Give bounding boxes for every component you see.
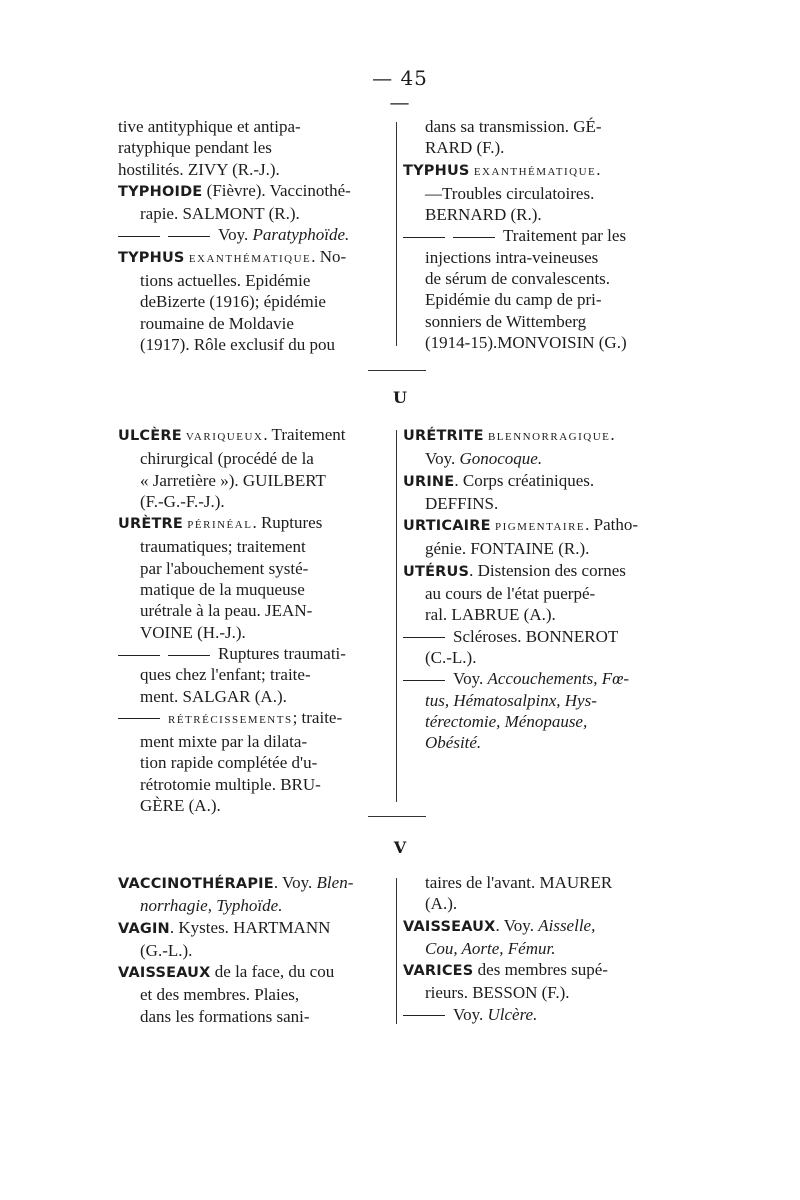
text-line xyxy=(118,334,388,355)
entry-text: . No- xyxy=(311,246,347,266)
text-line xyxy=(403,560,673,583)
text-line xyxy=(403,626,673,647)
entry-text: de sérum de convalescents. xyxy=(425,269,611,289)
text-line xyxy=(403,470,673,493)
repeat-dash xyxy=(453,237,495,238)
entry-text: GÈRE (A.). xyxy=(140,796,221,816)
entry-text: . Traitement xyxy=(263,425,346,444)
repeat-dash xyxy=(403,1015,445,1016)
text-line xyxy=(403,893,673,914)
text-line xyxy=(118,774,388,795)
entry-text: . xyxy=(610,425,615,444)
text-line xyxy=(118,622,388,643)
entry-text: Gonocoque. xyxy=(459,449,543,469)
entry-heading: URÈTRE xyxy=(118,516,184,533)
text-line xyxy=(118,940,388,961)
text-line xyxy=(403,268,673,289)
text-line xyxy=(118,664,388,685)
entry-text: norrhagie, Typhoïde. xyxy=(140,896,283,916)
text-line xyxy=(403,332,673,353)
text-line xyxy=(118,224,388,245)
repeat-dash xyxy=(403,637,445,638)
entry-text: Aisselle, xyxy=(538,915,596,935)
entry-text: au cours de l'état puerpé- xyxy=(425,584,596,604)
entry-heading: URÉTRITE xyxy=(403,428,484,444)
entry-heading: ULCÈRE xyxy=(118,428,182,444)
text-line xyxy=(403,183,673,204)
entry-text: matique de la muqueuse xyxy=(140,580,305,600)
text-line xyxy=(118,917,388,940)
repeat-dash xyxy=(118,236,160,237)
text-line xyxy=(118,313,388,334)
entry-text: taires de l'avant. MAURER xyxy=(425,873,613,892)
text-line xyxy=(118,536,388,557)
text-line xyxy=(403,116,673,137)
entry-text: tive antityphique et antipa- xyxy=(118,117,301,136)
entry-text: . Voy. xyxy=(495,915,539,935)
text-line xyxy=(118,643,388,664)
section-rule xyxy=(368,370,426,371)
entry-text: par l'abouchement systé- xyxy=(140,558,309,578)
text-line xyxy=(403,514,673,538)
entry-text: BERNARD (R.). xyxy=(425,205,542,225)
entry-text: Voy. xyxy=(425,449,460,469)
text-line xyxy=(403,982,673,1003)
repeat-dash xyxy=(403,680,445,681)
section-letter-u: U xyxy=(393,388,407,407)
text-line xyxy=(118,579,388,600)
column-divider xyxy=(396,430,397,802)
text-line xyxy=(118,731,388,752)
entry-text: dans les formations sani- xyxy=(140,1006,310,1026)
entry-text: . Patho- xyxy=(585,515,639,535)
entry-text: hostilités. ZIVY (R.-J.). xyxy=(118,159,280,179)
entry-heading: VAISSEAUX xyxy=(403,918,496,935)
text-line xyxy=(118,159,388,180)
text-line xyxy=(403,247,673,268)
entry-text: Ulcère. xyxy=(487,1004,538,1024)
repeat-dash xyxy=(168,236,210,237)
entry-text: PÉRINÉAL xyxy=(183,519,253,532)
entry-text: traumatiques; traitement xyxy=(140,537,306,557)
entry-text: tus, Hématosalpinx, Hys- xyxy=(425,690,597,710)
text-line xyxy=(118,600,388,621)
text-line xyxy=(118,137,388,158)
entry-text: ral. LABRUE (A.). xyxy=(425,605,556,625)
entry-text: Paratyphoïde. xyxy=(252,225,350,245)
entry-text: (1917). Rôle exclusif du pou xyxy=(140,334,335,354)
entry-heading: VARICES xyxy=(403,963,474,980)
repeat-dash xyxy=(403,237,445,238)
entry-text: roumaine de Moldavie xyxy=(140,313,294,333)
text-line xyxy=(403,538,673,559)
entry-text: . Kystes. HARTMANN xyxy=(169,917,331,937)
entry-text: ment mixte par la dilata- xyxy=(140,732,308,752)
left-column xyxy=(118,116,388,355)
text-line xyxy=(118,895,388,916)
text-line xyxy=(118,795,388,816)
repeat-dash xyxy=(168,655,210,656)
text-line xyxy=(118,872,388,895)
entry-text: Obésité. xyxy=(425,733,482,753)
text-line xyxy=(118,116,388,137)
entry-text: BLENNORRAGIQUE xyxy=(483,431,611,443)
entry-text: —Troubles circulatoires. xyxy=(425,183,595,203)
entry-text: . Voy. xyxy=(273,873,317,892)
entry-text: dans sa transmission. GÉ- xyxy=(425,117,602,136)
entry-heading: TYPHUS xyxy=(403,162,470,179)
entry-text: . Corps créatiniques. xyxy=(454,470,595,490)
text-line xyxy=(403,493,673,514)
entry-text: (G.-L.). xyxy=(140,940,193,960)
entry-text: . Ruptures xyxy=(252,513,323,533)
text-line xyxy=(403,204,673,225)
entry-heading: VAISSEAUX xyxy=(118,965,211,982)
entry-text: urétrale à la peau. JEAN- xyxy=(140,601,313,621)
entry-text: chirurgical (procédé de la xyxy=(140,449,314,469)
text-line xyxy=(118,686,388,707)
left-column xyxy=(118,872,388,1027)
page-number: — 45 — xyxy=(372,66,428,114)
entry-text: (1914-15).MONVOISIN (G.) xyxy=(425,332,627,352)
text-line xyxy=(403,604,673,625)
entry-text: RARD (F.). xyxy=(425,138,505,158)
entry-text: injections intra-veineuses xyxy=(425,247,599,267)
text-line xyxy=(118,246,388,270)
text-line xyxy=(403,690,673,711)
entry-text: EXANTHÉMATIQUE xyxy=(469,165,597,178)
entry-text: Voy. xyxy=(218,225,253,245)
entry-text: sonniers de Wittemberg xyxy=(425,311,587,331)
text-line xyxy=(118,752,388,773)
text-line xyxy=(403,583,673,604)
entry-text: « Jarretière »). GUILBERT xyxy=(140,470,326,490)
entry-text: (Fièvre). Vaccinothé- xyxy=(202,180,351,200)
entry-text: et des membres. Plaies, xyxy=(140,985,300,1005)
entry-text: ratyphique pendant les xyxy=(118,138,272,158)
text-line xyxy=(118,203,388,224)
entry-text: (C.-L.). xyxy=(425,647,477,667)
entry-heading: URINE xyxy=(403,473,455,490)
entry-heading: UTÉRUS xyxy=(403,563,470,580)
entry-text: Accouchements, Fœ- xyxy=(487,669,630,689)
entry-heading: TYPHUS xyxy=(118,249,185,266)
section-letter-v: V xyxy=(393,838,407,857)
entry-text: rieurs. BESSON (F.). xyxy=(425,983,570,1003)
text-line xyxy=(403,159,673,183)
entry-text: tions actuelles. Epidémie xyxy=(140,271,311,291)
entry-text: Epidémie du camp de pri- xyxy=(425,290,602,310)
text-line xyxy=(403,1004,673,1025)
entry-text: rapie. SALMONT (R.). xyxy=(140,204,300,224)
text-line xyxy=(118,180,388,203)
entry-heading: VACCINOTHÉRAPIE xyxy=(118,876,274,892)
text-line xyxy=(118,558,388,579)
entry-text: PIGMENTAIRE xyxy=(490,521,586,534)
entry-heading: TYPHOIDE xyxy=(118,183,203,200)
column-divider xyxy=(396,878,397,1024)
entry-text: génie. FONTAINE (R.). xyxy=(425,539,590,559)
text-line xyxy=(118,491,388,512)
left-column xyxy=(118,424,388,816)
entry-text: rétrotomie multiple. BRU- xyxy=(140,774,321,794)
text-line xyxy=(403,915,673,938)
text-line xyxy=(403,959,673,982)
text-line xyxy=(403,711,673,732)
entry-text: ; traite- xyxy=(292,707,343,727)
entry-text: deBizerte (1916); épidémie xyxy=(140,292,326,312)
text-line xyxy=(403,647,673,668)
text-line xyxy=(118,270,388,291)
entry-text: tion rapide complétée d'u- xyxy=(140,753,318,773)
entry-text: . xyxy=(596,159,601,179)
text-line xyxy=(118,448,388,469)
text-line xyxy=(403,732,673,753)
text-line xyxy=(403,448,673,469)
entry-text: VOINE (H.-J.). xyxy=(140,622,246,642)
entry-text: (F.-G.-F.-J.). xyxy=(140,491,225,511)
entry-text: Cou, Aorte, Fémur. xyxy=(425,938,556,958)
entry-text: Ruptures traumati- xyxy=(218,643,346,663)
right-column xyxy=(403,424,673,753)
text-line xyxy=(403,668,673,689)
entry-text: Scléroses. BONNEROT xyxy=(453,626,619,646)
text-line xyxy=(403,137,673,158)
right-column xyxy=(403,116,673,353)
text-line xyxy=(118,470,388,491)
repeat-dash xyxy=(118,718,160,719)
column-divider xyxy=(396,122,397,346)
entry-heading: URTICAIRE xyxy=(403,518,491,535)
section-rule xyxy=(368,816,426,817)
text-line xyxy=(118,424,388,448)
entry-text: ment. SALGAR (A.). xyxy=(140,686,287,706)
text-line xyxy=(118,512,388,536)
text-line xyxy=(118,707,388,731)
entry-text: des membres supé- xyxy=(473,960,608,980)
entry-text: VARIQUEUX xyxy=(181,431,264,443)
entry-text: DEFFINS. xyxy=(425,493,499,513)
entry-text: Voy. xyxy=(453,669,488,689)
entry-text: Voy. xyxy=(453,1004,488,1024)
entry-text: de la face, du cou xyxy=(210,962,335,982)
text-line xyxy=(118,961,388,984)
entry-text: . Distension des cornes xyxy=(469,560,626,580)
text-line xyxy=(403,225,673,246)
text-line xyxy=(403,872,673,893)
right-column xyxy=(403,872,673,1025)
entry-text: Traitement par les xyxy=(503,226,627,246)
entry-text: EXANTHÉMATIQUE xyxy=(184,252,312,265)
entry-heading: VAGIN xyxy=(118,920,170,937)
entry-text: (A.). xyxy=(425,894,458,914)
entry-text: ques chez l'enfant; traite- xyxy=(140,665,311,685)
text-line xyxy=(118,291,388,312)
repeat-dash xyxy=(118,655,160,656)
text-line xyxy=(403,289,673,310)
text-line xyxy=(403,311,673,332)
entry-text: térectomie, Ménopause, xyxy=(425,711,588,731)
entry-text: RÉTRÉCISSEMENTS xyxy=(168,713,293,726)
text-line xyxy=(403,424,673,448)
text-line xyxy=(118,984,388,1005)
text-line xyxy=(403,938,673,959)
text-line xyxy=(118,1006,388,1027)
entry-text: Blen- xyxy=(316,873,354,892)
